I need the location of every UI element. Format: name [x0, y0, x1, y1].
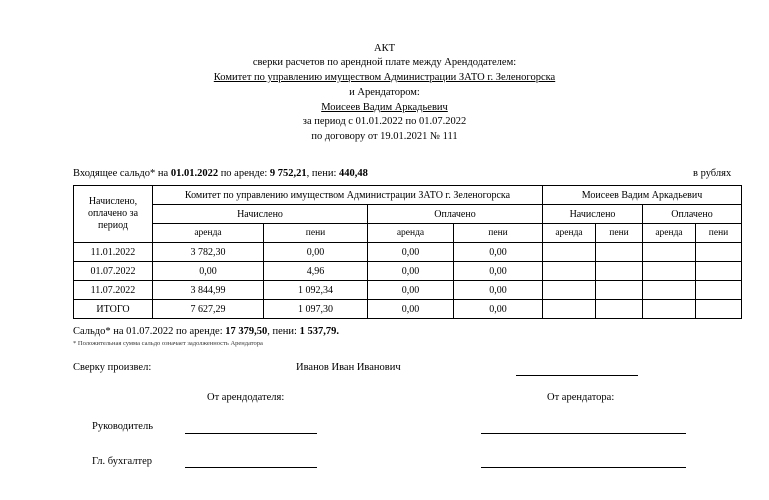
- paid-penalty: 0,00: [454, 243, 543, 262]
- signature-line: [481, 467, 686, 468]
- tenant-intro: и Арендатором:: [349, 87, 420, 98]
- signature-line: [185, 433, 317, 434]
- charged-penalty: 1 092,34: [264, 281, 368, 300]
- signature-line: [185, 467, 317, 468]
- row-date: ИТОГО: [74, 300, 153, 319]
- paid-rent: 0,00: [368, 300, 454, 319]
- charged-penalty: 1 097,30: [264, 300, 368, 319]
- reconciled-by-name: Иванов Иван Иванович: [296, 362, 401, 373]
- charged-rent: 7 627,29: [153, 300, 264, 319]
- reconciled-by-label: Сверку произвел:: [73, 362, 152, 373]
- table-row: [74, 281, 742, 300]
- charged-rent: 0,00: [153, 262, 264, 281]
- empty-cell: [643, 243, 696, 262]
- tenant-charged-header: Начислено: [543, 205, 643, 224]
- charged-penalty: 4,96: [264, 262, 368, 281]
- empty-cell: [696, 243, 742, 262]
- paid-penalty: 0,00: [454, 281, 543, 300]
- currency-note: в рублях: [693, 168, 732, 179]
- landlord-charged-header: Начислено: [153, 205, 368, 224]
- empty-cell: [543, 281, 596, 300]
- tenant-paid-header: Оплачено: [643, 205, 742, 224]
- period-line: за период с 01.01.2022 по 01.07.2022: [302, 116, 467, 127]
- empty-cell: [643, 281, 696, 300]
- table-row: [74, 243, 742, 262]
- paid-penalty: 0,00: [454, 262, 543, 281]
- table-row: [74, 262, 742, 281]
- reconciliation-table: [73, 185, 742, 319]
- signature-line: [481, 433, 686, 434]
- rent-header: аренда: [368, 224, 454, 243]
- head-label: Руководитель: [92, 421, 153, 432]
- charged-rent: 3 844,99: [153, 281, 264, 300]
- empty-cell: [543, 243, 596, 262]
- act-subtitle: сверки расчетов по арендной плате между Арендодателем:: [252, 57, 517, 68]
- landlord-name: Комитет по управлению имуществом Администрации ЗАТО г. Зеленогорска: [213, 72, 556, 83]
- period-column-header: Начислено, оплачено за период: [74, 186, 153, 243]
- empty-cell: [543, 300, 596, 319]
- table-total-row: [74, 300, 742, 319]
- empty-cell: [596, 300, 643, 319]
- accountant-label: Гл. бухгалтер: [92, 456, 153, 467]
- charged-rent: 3 782,30: [153, 243, 264, 262]
- opening-balance: Входящее сальдо* на 01.01.2022 по аренде: 9 752,21, пени: 440,48: [73, 168, 368, 179]
- tenant-name: Моисеев Вадим Аркадьевич: [321, 102, 448, 113]
- empty-cell: [596, 262, 643, 281]
- penalty-header: пени: [596, 224, 643, 243]
- closing-balance: Сальдо* на 01.07.2022 по аренде: 17 379,50, пени: 1 537,79.: [73, 326, 339, 337]
- row-date: 11.01.2022: [74, 243, 153, 262]
- paid-rent: 0,00: [368, 262, 454, 281]
- penalty-header: пени: [696, 224, 742, 243]
- signature-line: [516, 375, 638, 376]
- paid-penalty: 0,00: [454, 300, 543, 319]
- contract-line: по договору от 19.01.2021 № 111: [311, 131, 458, 142]
- empty-cell: [696, 281, 742, 300]
- from-tenant-label: От арендатора:: [547, 392, 615, 403]
- empty-cell: [543, 262, 596, 281]
- from-landlord-label: От арендодателя:: [207, 392, 285, 403]
- rent-header: аренда: [543, 224, 596, 243]
- tenant-column-header: Моисеев Вадим Аркадьевич: [543, 186, 742, 205]
- rent-header: аренда: [153, 224, 264, 243]
- penalty-header: пени: [264, 224, 368, 243]
- empty-cell: [596, 281, 643, 300]
- row-date: 11.07.2022: [74, 281, 153, 300]
- footnote: * Положительная сумма сальдо означает задолженность Арендатора: [73, 340, 263, 347]
- landlord-column-header: Комитет по управлению имуществом Администрации ЗАТО г. Зеленогорска: [153, 186, 543, 205]
- penalty-header: пени: [454, 224, 543, 243]
- act-title: АКТ: [374, 43, 395, 54]
- paid-rent: 0,00: [368, 281, 454, 300]
- empty-cell: [596, 243, 643, 262]
- charged-penalty: 0,00: [264, 243, 368, 262]
- landlord-paid-header: Оплачено: [368, 205, 543, 224]
- empty-cell: [643, 262, 696, 281]
- paid-rent: 0,00: [368, 243, 454, 262]
- rent-header: аренда: [643, 224, 696, 243]
- empty-cell: [696, 300, 742, 319]
- row-date: 01.07.2022: [74, 262, 153, 281]
- empty-cell: [696, 262, 742, 281]
- empty-cell: [643, 300, 696, 319]
